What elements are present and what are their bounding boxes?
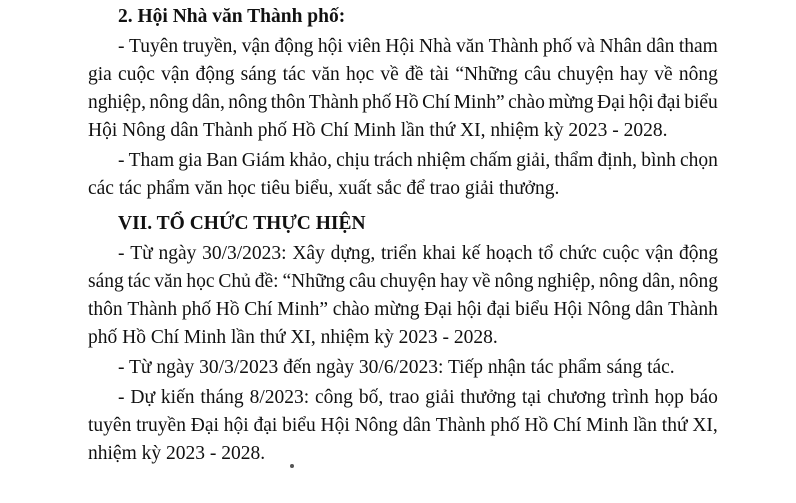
paragraph-line: các tác phẩm văn học tiêu biểu, xuất sắc để trao giải thưởng. <box>88 178 560 199</box>
paragraph-line: thôn Thành phố Hồ Chí Minh” chào mừng Đại hội đại biểu Hội Nông dân Thành <box>88 299 718 320</box>
paragraph-line: phố Hồ Chí Minh lần thứ XI, nhiệm kỳ 2023 - 2028. <box>88 327 498 348</box>
paragraph-line: - Từ ngày 30/3/2023: Xây dựng, triển khai kế hoạch tổ chức cuộc vận động <box>118 243 718 264</box>
paragraph-line: - Dự kiến tháng 8/2023: công bố, trao giải thưởng tại chương trình họp báo <box>118 387 718 408</box>
paragraph-line: sáng tác văn học Chủ đề: “Những câu chuyện hay về nông nghiệp, nông dân, nông <box>88 271 718 292</box>
scan-speck <box>290 464 294 468</box>
paragraph-line: tuyên truyền Đại hội đại biểu Hội Nông dân Thành phố Hồ Chí Minh lần thứ XI, <box>88 415 718 436</box>
section-heading-implementation: VII. TỔ CHỨC THỰC HIỆN <box>118 213 366 234</box>
paragraph-line: nhiệm kỳ 2023 - 2028. <box>88 443 266 464</box>
paragraph-line: nghiệp, nông dân, nông thôn Thành phố Hồ Chí Minh” chào mừng Đại hội đại biểu <box>88 92 718 113</box>
paragraph-line: gia cuộc vận động sáng tác văn học về đề tài “Những câu chuyện hay về nông <box>88 64 718 85</box>
paragraph-line: Hội Nông dân Thành phố Hồ Chí Minh lần thứ XI, nhiệm kỳ 2023 - 2028. <box>88 120 668 141</box>
paragraph-line: - Tuyên truyền, vận động hội viên Hội Nhà văn Thành phố và Nhân dân tham <box>118 36 718 57</box>
section-heading-writers-association: 2. Hội Nhà văn Thành phố: <box>118 6 346 27</box>
paragraph-line: - Tham gia Ban Giám khảo, chịu trách nhiệm chấm giải, thẩm định, bình chọn <box>118 150 718 171</box>
paragraph-line: - Từ ngày 30/3/2023 đến ngày 30/6/2023: Tiếp nhận tác phẩm sáng tác. <box>118 357 675 378</box>
